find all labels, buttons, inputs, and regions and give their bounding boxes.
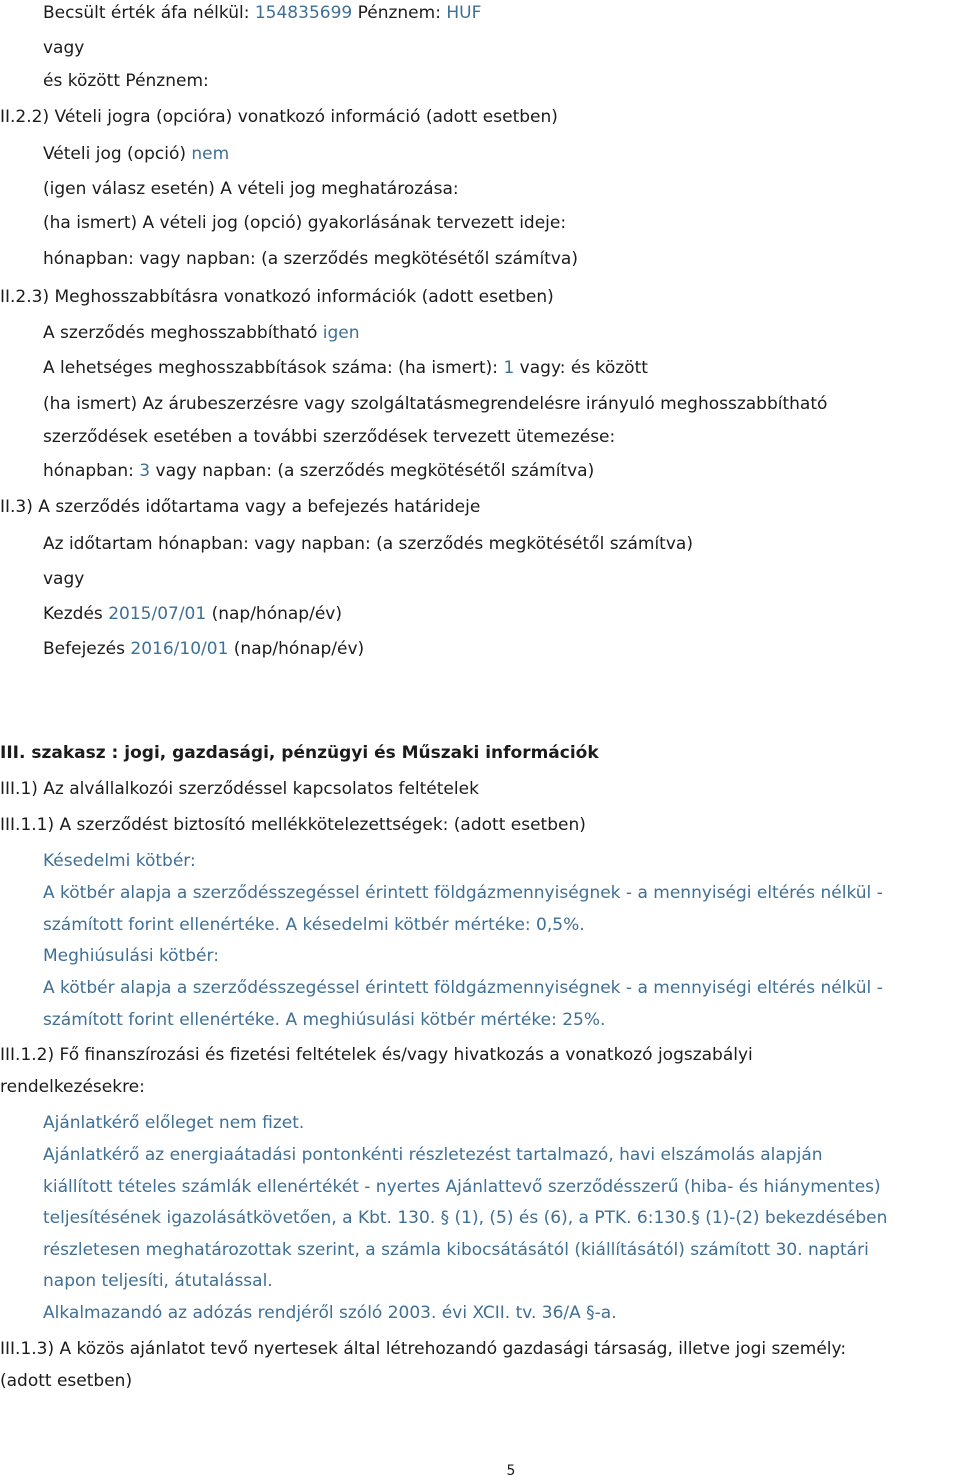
renewal-value: igen — [322, 323, 360, 343]
start-label: Kezdés — [43, 604, 103, 624]
option-line1 — [43, 143, 229, 165]
section3-sub1: III.1) Az alvállalkozói szerződéssel kapcsolatos feltételek — [0, 779, 479, 799]
fail-penalty-title: Meghiúsulási kötbér: — [43, 946, 219, 966]
delay-penalty-line2: számított forint ellenértéke. A késedelmi kötbér mértéke: 0,5%. — [43, 915, 585, 935]
renewal-line2 — [43, 357, 648, 379]
renewal-months-suffix: vagy napban: (a szerződés megkötésétől számítva) — [155, 461, 595, 481]
start-value: 2015/07/01 — [108, 604, 207, 624]
estimate-range-label: és között Pénznem: — [43, 71, 209, 91]
renewal-count-suffix: vagy: és között — [519, 358, 648, 378]
renewal-count-label: A lehetséges meghosszabbítások száma: (ha ismert): — [43, 358, 499, 378]
section3-sub11: III.1.1) A szerződést biztosító mellékkötelezettségek: (adott esetben) — [0, 815, 586, 835]
payment-line3: kiállított tételes számlák ellenértékét - nyertes Ajánlattevő szerződésszerű (hiba- és hiánymentes) — [43, 1177, 881, 1197]
renewal-line3: (ha ismert) Az árubeszerzésre vagy szolgáltatásmegrendelésre irányuló meghosszabbítható — [43, 394, 828, 414]
renewal-line4: szerződések esetében a további szerződések tervezett ütemezése: — [43, 427, 616, 447]
payment-line1: Ajánlatkérő előleget nem fizet. — [43, 1113, 305, 1133]
renewal-months-label: hónapban: — [43, 461, 134, 481]
option-value: nem — [191, 144, 230, 164]
currency-label: Pénznem: — [357, 3, 441, 23]
section3-sub13-line2: (adott esetben) — [0, 1371, 133, 1391]
delay-penalty-title: Késedelmi kötbér: — [43, 851, 196, 871]
delay-penalty-line1: A kötbér alapja a szerződésszegéssel érintett földgázmennyiségnek - a mennyiségi eltérés nélkül - — [43, 883, 883, 903]
section3-title: III. szakasz : jogi, gazdasági, pénzügyi és Műszaki információk — [0, 743, 599, 763]
duration-heading: II.3) A szerződés időtartama vagy a befejezés határideje — [0, 497, 481, 517]
option-line4: hónapban: vagy napban: (a szerződés megkötésétől számítva) — [43, 249, 578, 269]
payment-line2: Ajánlatkérő az energiaátadási pontonkénti részletezést tartalmazó, havi elszámolás alapján — [43, 1145, 823, 1165]
end-suffix: (nap/hónap/év) — [233, 639, 365, 659]
section3-sub13-line1: III.1.3) A közös ajánlatot tevő nyertesek által létrehozandó gazdasági társaság, illetve jogi személy: — [0, 1339, 847, 1359]
option-label: Vételi jog (opció) — [43, 144, 186, 164]
option-line2: (igen válasz esetén) A vételi jog meghatározása: — [43, 179, 459, 199]
duration-start — [43, 603, 342, 625]
estimate-value: 154835699 — [254, 3, 353, 23]
duration-end — [43, 638, 364, 660]
payment-line7: Alkalmazandó az adózás rendjéről szóló 2003. évi XCII. tv. 36/A §-a. — [43, 1303, 617, 1323]
currency-value: HUF — [446, 3, 482, 23]
duration-line1: Az időtartam hónapban: vagy napban: (a szerződés megkötésétől számítva) — [43, 534, 693, 554]
fail-penalty-line1: A kötbér alapja a szerződésszegéssel érintett földgázmennyiségnek - a mennyiségi eltérés nélkül - — [43, 978, 883, 998]
renewal-count-value: 1 — [503, 358, 515, 378]
fail-penalty-line2: számított forint ellenértéke. A meghiúsulási kötbér mértéke: 25%. — [43, 1010, 606, 1030]
end-label: Befejezés — [43, 639, 125, 659]
renewal-months-value: 3 — [139, 461, 151, 481]
payment-line5: részletesen meghatározottak szerint, a számla kibocsátásától (kiállításától) számított 30. naptári — [43, 1240, 869, 1260]
renewal-line5 — [43, 460, 594, 482]
payment-line4: teljesítésének igazolásátkövetően, a Kbt. 130. § (1), (5) és (6), a PTK. 6:130.§ (1)-(2) bekezdésében — [43, 1208, 888, 1228]
estimate-label: Becsült érték áfa nélkül: — [43, 3, 250, 23]
renewal-label: A szerződés meghosszabbítható — [43, 323, 318, 343]
end-value: 2016/10/01 — [130, 639, 229, 659]
section3-sub12-line1: III.1.2) Fő finanszírozási és fizetési feltételek és/vagy hivatkozás a vonatkozó jogszabályi — [0, 1045, 753, 1065]
estimate-or: vagy — [43, 38, 85, 58]
start-suffix: (nap/hónap/év) — [211, 604, 342, 624]
renewal-heading: II.2.3) Meghosszabbításra vonatkozó információk (adott esetben) — [0, 287, 554, 307]
payment-line6: napon teljesíti, átutalással. — [43, 1271, 273, 1291]
option-heading: II.2.2) Vételi jogra (opcióra) vonatkozó információ (adott esetben) — [0, 107, 558, 127]
estimate-line — [43, 2, 481, 24]
section3-sub12-line2: rendelkezésekre: — [0, 1077, 145, 1097]
renewal-line1 — [43, 322, 360, 344]
duration-or: vagy — [43, 569, 85, 589]
page-number: 5 — [506, 1463, 516, 1479]
option-line3: (ha ismert) A vételi jog (opció) gyakorlásának tervezett ideje: — [43, 213, 567, 233]
